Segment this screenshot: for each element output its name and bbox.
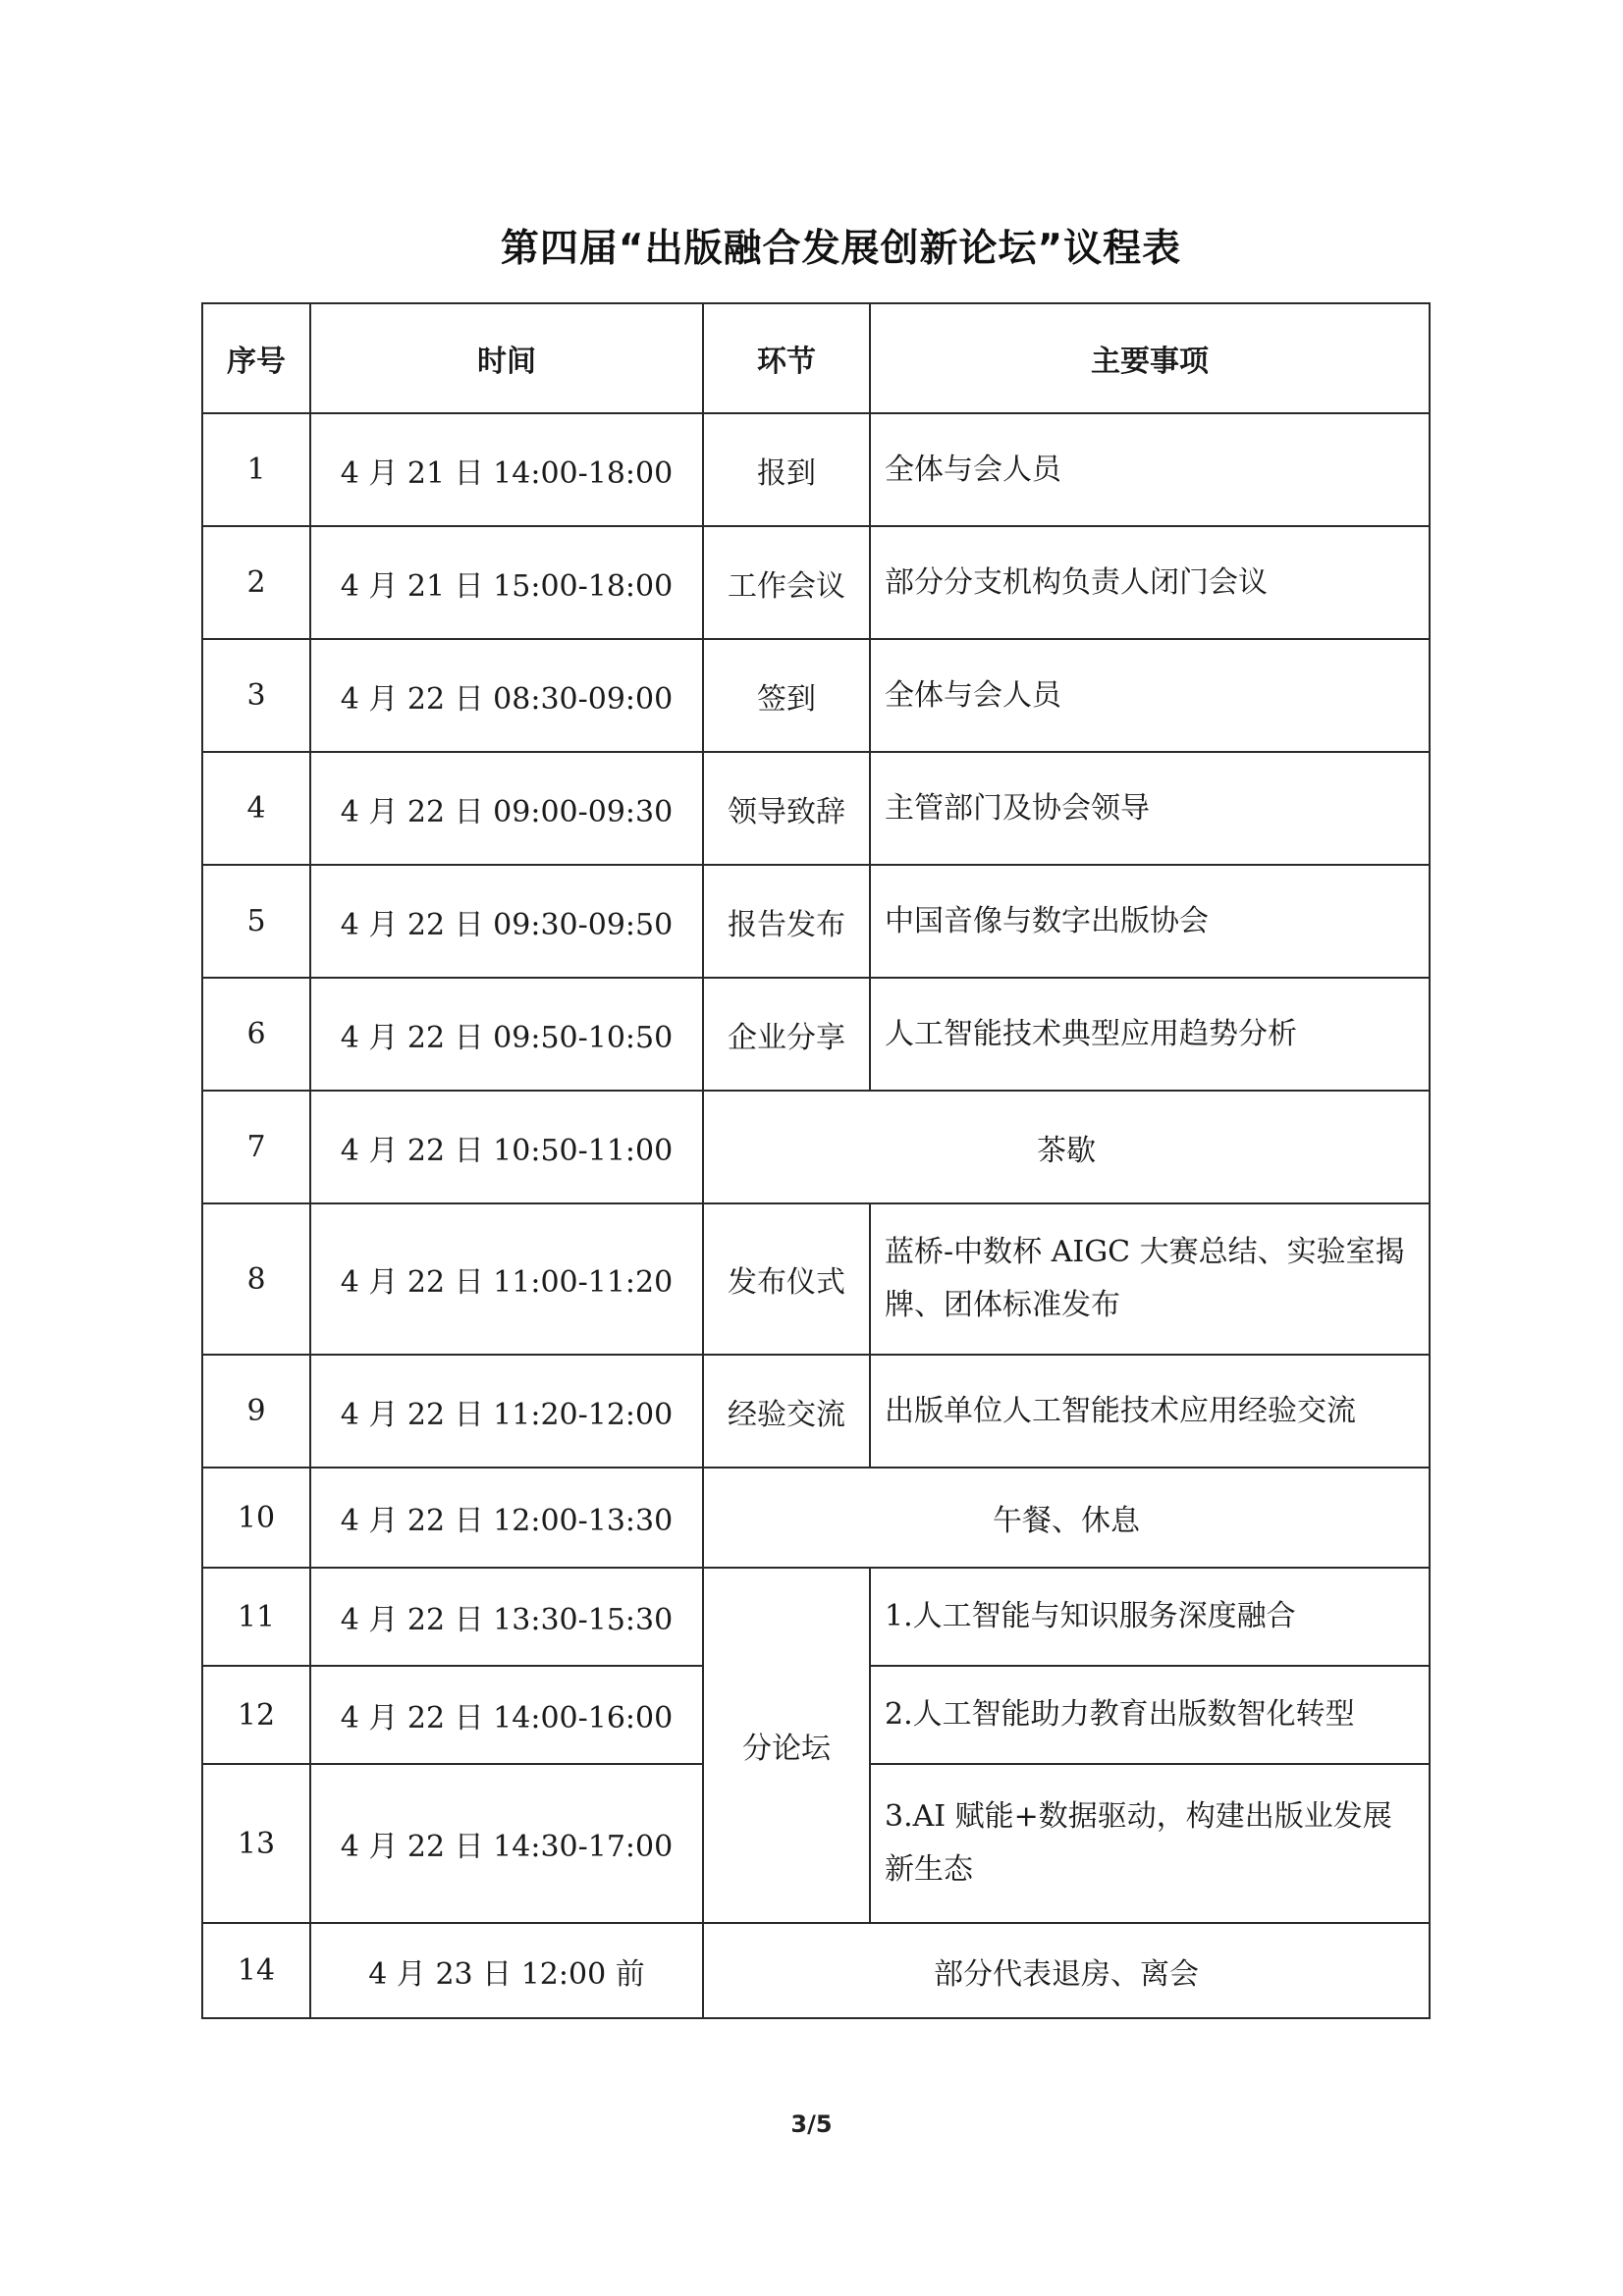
table-row	[202, 978, 1430, 1091]
row-session: 报告发布	[703, 865, 870, 978]
header-time: 时间	[310, 303, 703, 413]
row-item: 中国音像与数字出版协会	[870, 865, 1430, 978]
row-time: 4 月 21 日 15:00-18:00	[310, 526, 703, 639]
page-number: 3/5	[790, 2110, 833, 2138]
row-item: 1.人工智能与知识服务深度融合	[870, 1568, 1430, 1666]
table-row	[202, 865, 1430, 978]
page-title: 第四届“出版融合发展创新论坛”议程表	[500, 227, 1182, 271]
table-row	[202, 1203, 1430, 1355]
row-index: 13	[202, 1764, 310, 1923]
header-item: 主要事项	[870, 303, 1430, 413]
row-time: 4 月 23 日 12:00 前	[310, 1923, 703, 2018]
row-session: 发布仪式	[703, 1203, 870, 1355]
row-time: 4 月 22 日 11:00-11:20	[310, 1203, 703, 1355]
row-merged-note: 午餐、休息	[703, 1468, 1430, 1568]
row-time: 4 月 22 日 09:50-10:50	[310, 978, 703, 1091]
row-session: 工作会议	[703, 526, 870, 639]
row-time: 4 月 22 日 13:30-15:30	[310, 1568, 703, 1666]
table-row	[202, 526, 1430, 639]
row-index: 1	[202, 413, 310, 526]
row-time: 4 月 21 日 14:00-18:00	[310, 413, 703, 526]
row-time: 4 月 22 日 11:20-12:00	[310, 1355, 703, 1468]
row-merged-note: 茶歇	[703, 1091, 1430, 1203]
row-index: 12	[202, 1666, 310, 1764]
row-time: 4 月 22 日 12:00-13:30	[310, 1468, 703, 1568]
agenda-table	[201, 302, 1431, 2019]
table-row	[202, 1568, 1430, 1666]
row-time: 4 月 22 日 10:50-11:00	[310, 1091, 703, 1203]
row-item: 部分分支机构负责人闭门会议	[870, 526, 1430, 639]
row-session: 报到	[703, 413, 870, 526]
row-session: 分论坛	[703, 1568, 870, 1923]
row-item: 人工智能技术典型应用趋势分析	[870, 978, 1430, 1091]
table-row	[202, 1355, 1430, 1468]
row-index: 8	[202, 1203, 310, 1355]
table-row	[202, 1091, 1430, 1203]
row-time: 4 月 22 日 14:30-17:00	[310, 1764, 703, 1923]
row-item: 2.人工智能助力教育出版数智化转型	[870, 1666, 1430, 1764]
row-item: 全体与会人员	[870, 413, 1430, 526]
table-row	[202, 752, 1430, 865]
row-item: 主管部门及协会领导	[870, 752, 1430, 865]
row-time: 4 月 22 日 09:30-09:50	[310, 865, 703, 978]
row-item: 蓝桥-中数杯 AIGC 大赛总结、实验室揭牌、团体标准发布	[870, 1203, 1430, 1355]
row-item: 3.AI 赋能+数据驱动，构建出版业发展新生态	[870, 1764, 1430, 1923]
row-session: 签到	[703, 639, 870, 752]
row-index: 4	[202, 752, 310, 865]
row-time: 4 月 22 日 09:00-09:30	[310, 752, 703, 865]
table-row	[202, 1923, 1430, 2018]
header-session: 环节	[703, 303, 870, 413]
row-index: 3	[202, 639, 310, 752]
row-index: 6	[202, 978, 310, 1091]
table-row	[202, 413, 1430, 526]
row-index: 2	[202, 526, 310, 639]
row-merged-note: 部分代表退房、离会	[703, 1923, 1430, 2018]
row-session: 领导致辞	[703, 752, 870, 865]
header-index: 序号	[202, 303, 310, 413]
row-index: 5	[202, 865, 310, 978]
row-time: 4 月 22 日 08:30-09:00	[310, 639, 703, 752]
table-header-row	[202, 303, 1430, 413]
table-row	[202, 1468, 1430, 1568]
row-item: 全体与会人员	[870, 639, 1430, 752]
table-row	[202, 639, 1430, 752]
row-session: 企业分享	[703, 978, 870, 1091]
row-index: 11	[202, 1568, 310, 1666]
row-index: 9	[202, 1355, 310, 1468]
row-index: 7	[202, 1091, 310, 1203]
row-index: 14	[202, 1923, 310, 2018]
row-session: 经验交流	[703, 1355, 870, 1468]
row-item: 出版单位人工智能技术应用经验交流	[870, 1355, 1430, 1468]
row-time: 4 月 22 日 14:00-16:00	[310, 1666, 703, 1764]
row-index: 10	[202, 1468, 310, 1568]
